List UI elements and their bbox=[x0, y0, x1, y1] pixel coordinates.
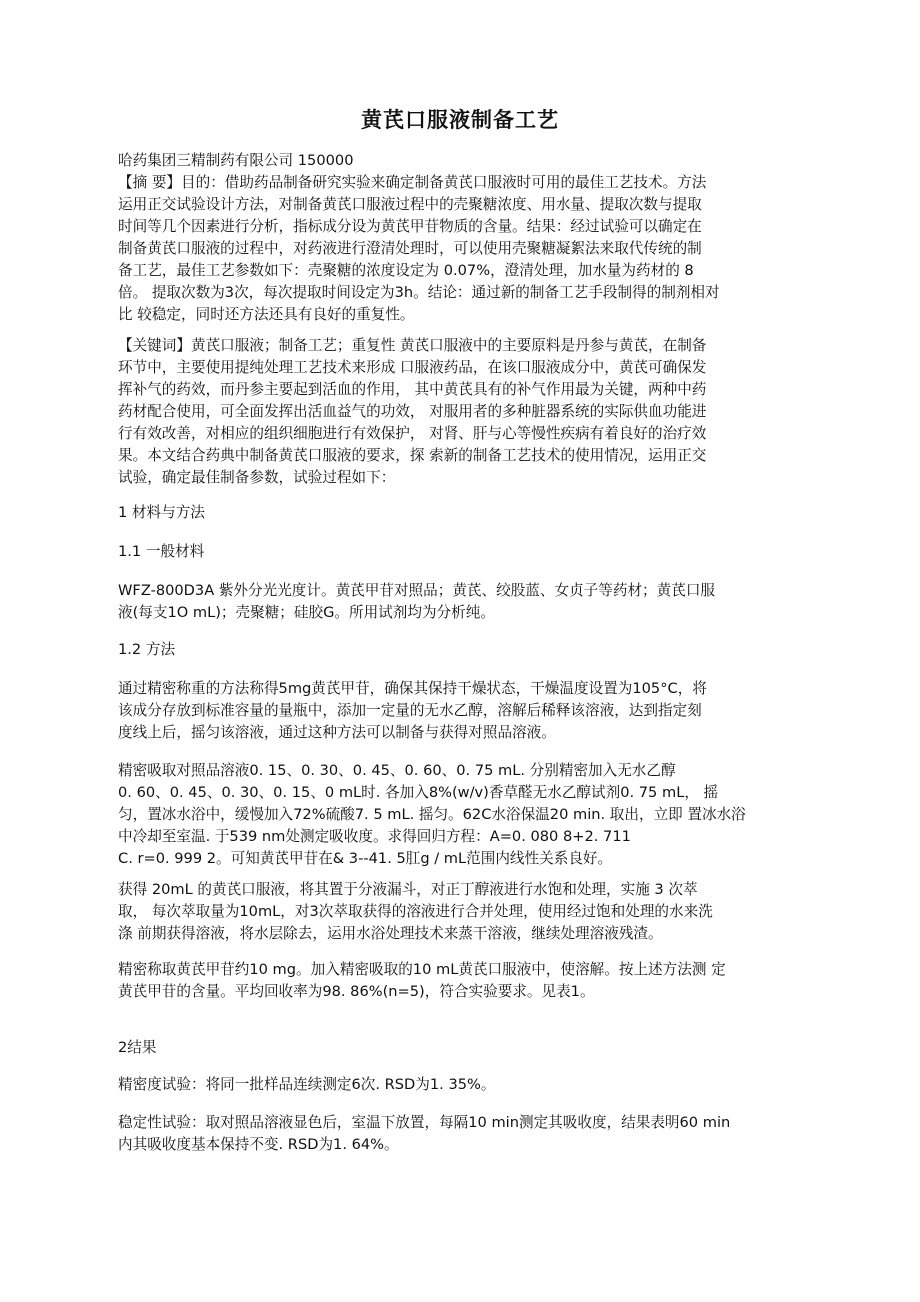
text-line: 【关键词】黄芪口服液；制备工艺；重复性 黄芪口服液中的主要原料是丹参与黄芪，在制备 bbox=[118, 337, 707, 354]
text-line: 取， 每次萃取量为10mL，对3次萃取获得的溶液进行合并处理，使用经过饱和处理的水来洗 bbox=[118, 903, 713, 920]
document-title: 黄芪口服液制备工艺 bbox=[361, 108, 559, 133]
affiliation-paragraph bbox=[118, 150, 818, 172]
text-line: 运用正交试验设计方法，对制备黄芪口服液过程中的壳聚糖浓度、用水量、提取次数与提取 bbox=[118, 196, 702, 213]
method-3-paragraph bbox=[118, 879, 818, 945]
text-line: 1.1 一般材料 bbox=[118, 543, 205, 560]
stability-paragraph bbox=[118, 1112, 818, 1156]
text-line: 时间等几个因素进行分析，指标成分设为黄芪甲苷物质的含量。结果：经过试验可以确定在 bbox=[118, 218, 702, 235]
keywords-paragraph bbox=[118, 335, 818, 489]
section-1-2-heading bbox=[118, 639, 818, 661]
abstract-paragraph bbox=[118, 172, 818, 326]
text-line: 匀，置冰水浴中，缓慢加入72%硫酸7. 5 mL. 摇匀。62C水浴保温20 min. 取出，立即 置冰水浴 bbox=[118, 806, 746, 823]
text-line: 该成分存放到标准容量的量瓶中，添加一定量的无水乙醇，溶解后稀释该溶液，达到指定刻 bbox=[118, 702, 702, 719]
text-line: 环节中，主要使用提纯处理工艺技术来形成 口服液药品，在该口服液成分中，黄芪可确保发 bbox=[118, 359, 707, 376]
text-line: 精密吸取对照品溶液0. 15、0. 30、0. 45、0. 60、0. 75 mL. 分别精密加入无水乙醇 bbox=[118, 762, 676, 779]
method-1-paragraph bbox=[118, 678, 818, 744]
text-line: C. r=0. 999 2。可知黄芪甲苷在& 3--41. 5肛g / mL范围内线性关系良好。 bbox=[118, 850, 613, 867]
text-line: 度线上后，摇匀该溶液，通过这种方法可以制备与获得对照品溶液。 bbox=[118, 724, 556, 741]
text-line: 比 较稳定，同时还方法还具有良好的重复性。 bbox=[118, 306, 415, 323]
text-line: 通过精密称重的方法称得5mg黄芪甲苷，确保其保持干燥状态，干燥温度设置为105°C，将 bbox=[118, 680, 707, 697]
text-line: 稳定性试验：取对照品溶液显色后，室温下放置，每隔10 min测定其吸收度，结果表明60 min bbox=[118, 1114, 731, 1131]
text-line: 1.2 方法 bbox=[118, 641, 176, 658]
precision-paragraph bbox=[118, 1074, 818, 1096]
text-line: 1 材料与方法 bbox=[118, 504, 205, 521]
section-1-1-heading bbox=[118, 541, 818, 563]
text-line: 备工艺，最佳工艺参数如下：壳聚糖的浓度设定为 0.07%，澄清处理，加水量为药材的 8 bbox=[118, 262, 694, 279]
section-2-heading bbox=[118, 1037, 818, 1059]
text-line: 试验，确定最佳制备参数，试验过程如下： bbox=[118, 469, 396, 486]
text-line: WFZ-800D3A 紫外分光光度计。黄芪甲苷对照品；黄芪、绞股蓝、女贞子等药材；黄芪口服 bbox=[118, 582, 716, 599]
text-line: 哈药集团三精制药有限公司 150000 bbox=[118, 152, 354, 169]
method-2-paragraph bbox=[118, 760, 818, 870]
text-line: 黄芪甲苷的含量。平均回收率为98. 86%(n=5)，符合实验要求。见表1。 bbox=[118, 983, 595, 1000]
text-line: 液(每支1O mL)；壳聚糖；硅胶G。所用试剂均为分析纯。 bbox=[118, 604, 495, 621]
section-1-heading bbox=[118, 502, 818, 524]
text-line: 制备黄芪口服液的过程中，对药液进行澄清处理时，可以使用壳聚糖凝絮法来取代传统的制 bbox=[118, 240, 702, 257]
text-line: 行有效改善，对相应的组织细胞进行有效保护， 对肾、肝与心等慢性疾病有着良好的治疗效 bbox=[118, 425, 707, 442]
text-line: 0. 60、0. 45、0. 30、0. 15、0 mL时. 各加入8%(w/v)香草醛无水乙醇试剂0. 75 mL， 摇 bbox=[118, 784, 719, 801]
materials-paragraph bbox=[118, 580, 818, 624]
text-line: 挥补气的药效，而丹参主要起到活血的作用， 其中黄芪具有的补气作用最为关键，两种中药 bbox=[118, 381, 707, 398]
text-line: 获得 20mL 的黄芪口服液，将其置于分液漏斗，对正丁醇液进行水饱和处理，实施 3 次萃 bbox=[118, 881, 698, 898]
text-line: 倍。 提取次数为3次，每次提取时间设定为3h。结论：通过新的制备工艺手段制得的制剂相对 bbox=[118, 284, 720, 301]
method-4-paragraph bbox=[118, 959, 818, 1003]
text-line: 精密称取黄芪甲苷约10 mg。加入精密吸取的10 mL黄芪口服液中，使溶解。按上述方法测 定 bbox=[118, 961, 726, 978]
text-line: 内其吸收度基本保持不变. RSD为1. 64%。 bbox=[118, 1136, 399, 1153]
text-line: 中冷却至室温. 于539 nm处测定吸收度。求得回归方程：A=0. 080 8+2. 711 bbox=[118, 828, 631, 845]
text-line: 涤 前期获得溶液，将水层除去，运用水浴处理技术来蒸干溶液，继续处理溶液残渣。 bbox=[118, 925, 663, 942]
text-line: 果。本文结合药典中制备黄芪口服液的要求，探 索新的制备工艺技术的使用情况，运用正交 bbox=[118, 447, 707, 464]
text-line: 药材配合使用，可全面发挥出活血益气的功效， 对服用者的多种脏器系统的实际供血功能进 bbox=[118, 403, 707, 420]
text-line: 精密度试验：将同一批样品连续测定6次. RSD为1. 35%。 bbox=[118, 1076, 496, 1093]
text-line: 【摘 要】目的：借助药品制备研究实验来确定制备黄芪口服液时可用的最佳工艺技术。方法 bbox=[118, 174, 707, 191]
text-line: 2结果 bbox=[118, 1039, 157, 1056]
